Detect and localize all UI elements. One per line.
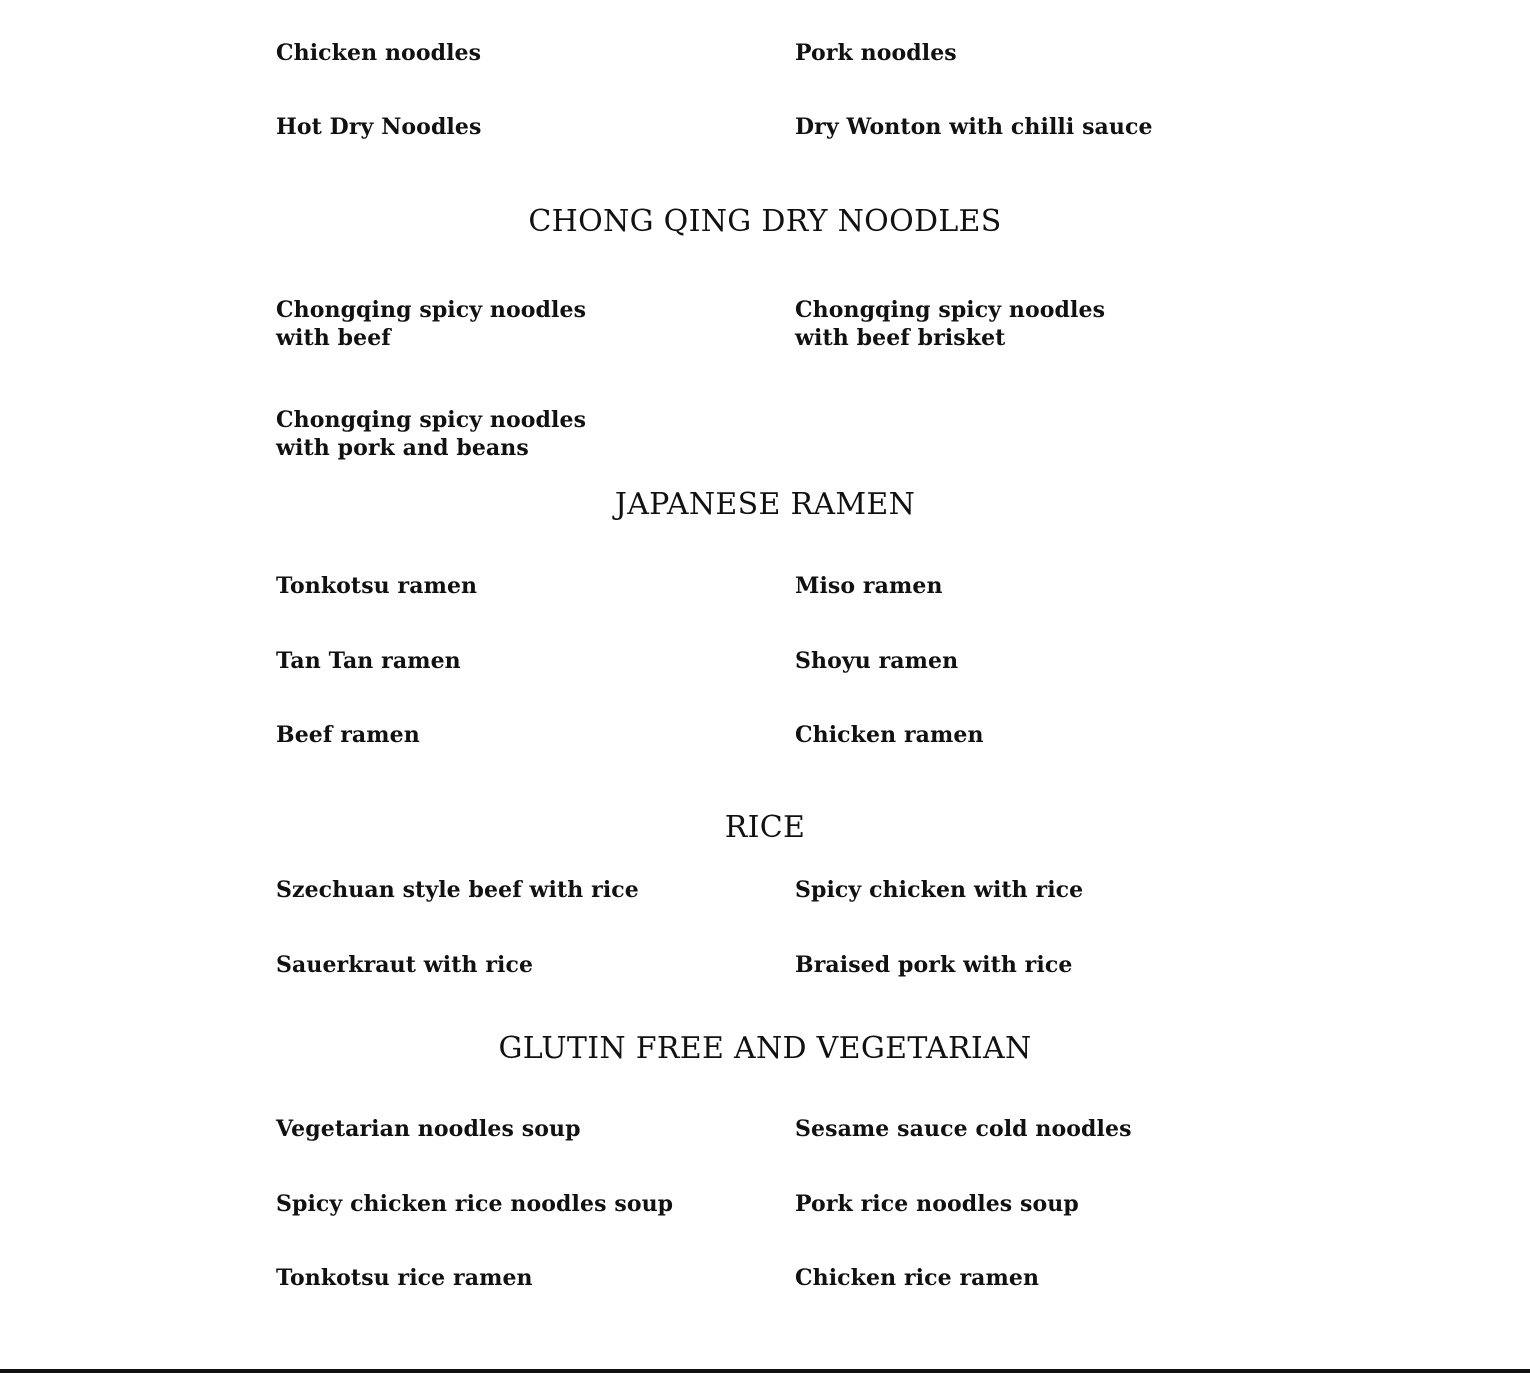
menu-item: Braised pork with rice [795, 952, 1073, 978]
menu-item: Tonkotsu ramen [276, 573, 478, 599]
menu-item: Chicken rice ramen [795, 1265, 1040, 1291]
section-heading-rice: RICE [724, 810, 806, 845]
menu-item: Sesame sauce cold noodles [795, 1116, 1132, 1142]
menu-item: Dry Wonton with chilli sauce [795, 114, 1153, 140]
section-heading-chongqing: CHONG QING DRY NOODLES [528, 204, 1002, 239]
menu-item: Chongqing spicy noodles with beef [276, 297, 587, 351]
menu-item: Vegetarian noodles soup [276, 1116, 581, 1142]
menu-item: Tan Tan ramen [276, 648, 461, 674]
menu-item: Chongqing spicy noodles with beef brisket [795, 297, 1106, 351]
menu-item: Chongqing spicy noodles with pork and beans [276, 407, 587, 461]
menu-item: Tonkotsu rice ramen [276, 1265, 533, 1291]
menu-item: Shoyu ramen [795, 648, 959, 674]
menu-item: Chicken ramen [795, 722, 984, 748]
menu-item: Hot Dry Noodles [276, 114, 482, 140]
menu-item: Pork rice noodles soup [795, 1191, 1079, 1217]
menu-item: Beef ramen [276, 722, 420, 748]
menu-item: Spicy chicken rice noodles soup [276, 1191, 674, 1217]
menu-item: Pork noodles [795, 40, 957, 66]
bottom-divider [0, 1369, 1530, 1373]
menu-item: Chicken noodles [276, 40, 482, 66]
section-heading-ramen: JAPANESE RAMEN [614, 487, 916, 522]
menu-item: Sauerkraut with rice [276, 952, 534, 978]
menu-item: Szechuan style beef with rice [276, 877, 639, 903]
section-heading-gluten-free: GLUTIN FREE AND VEGETARIAN [498, 1031, 1032, 1066]
menu-item: Spicy chicken with rice [795, 877, 1084, 903]
menu-item: Miso ramen [795, 573, 943, 599]
